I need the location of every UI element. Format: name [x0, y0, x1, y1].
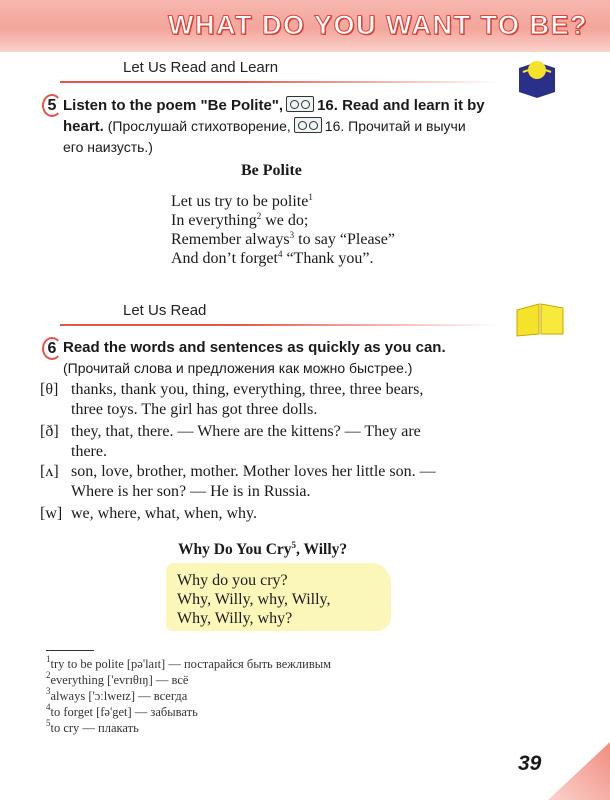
rhyme-line: Why, Willy, why?	[177, 610, 293, 627]
exercise-6-instruction: Read the words and sentences as quickly as you can. (Прочитай слова и предложения как можно быстрее.)	[63, 339, 446, 376]
page-number: 39	[518, 752, 542, 775]
poem-title: Be Polite	[241, 162, 302, 179]
footnote: $^1$try to be polite [pə'laɪt] — постарайся быть вежливым	[46, 654, 332, 671]
footnote: $^4$to forget [fə'get] — забывать	[46, 702, 198, 719]
page-corner-decoration	[548, 742, 610, 800]
exercise-number-6: 6	[42, 337, 64, 360]
cd-icon	[294, 117, 322, 133]
rhyme-line: Why, Willy, why, Willy,	[177, 591, 331, 608]
section-label-read: Let Us Read	[123, 302, 207, 319]
page-title: WHAT DO YOU WANT TO BE?	[168, 10, 588, 40]
section-divider	[60, 324, 500, 326]
footnote: $^2$everything ['evrɪθɪŋ] — всё	[46, 670, 189, 687]
poem-line: In everything$^2$ we do;	[171, 211, 309, 229]
footnote: $^5$to cry — плакать	[46, 718, 139, 735]
footnotes	[46, 656, 331, 736]
exercise-5-instruction: Listen to the poem "Be Polite", 16. Read and learn it by heart. (Прослушай стихотворение, 16. Прочитай и выучи его наизусть.)	[63, 97, 485, 155]
book-icon	[515, 58, 559, 98]
cd-icon	[286, 96, 314, 112]
section-label-read-learn: Let Us Read and Learn	[123, 59, 279, 76]
footnote-divider	[46, 650, 94, 651]
poem-body	[171, 192, 395, 268]
rhyme-line: Why do you cry?	[177, 572, 288, 589]
exercise-number-5: 5	[42, 94, 64, 117]
poem-line: Remember always$^3$ to say “Please”	[171, 230, 395, 248]
footnote: $^3$always ['ɔːlweɪz] — всегда	[46, 686, 188, 703]
rhyme-body	[177, 571, 331, 628]
open-book-icon	[515, 300, 565, 338]
poem-line: And don’t forget$^4$ “Thank you”.	[171, 249, 374, 267]
rhyme-title: Why Do You Cry$^5$, Willy?	[178, 540, 348, 558]
section-divider	[60, 81, 500, 83]
poem-line: Let us try to be polite$^1$	[171, 192, 313, 210]
